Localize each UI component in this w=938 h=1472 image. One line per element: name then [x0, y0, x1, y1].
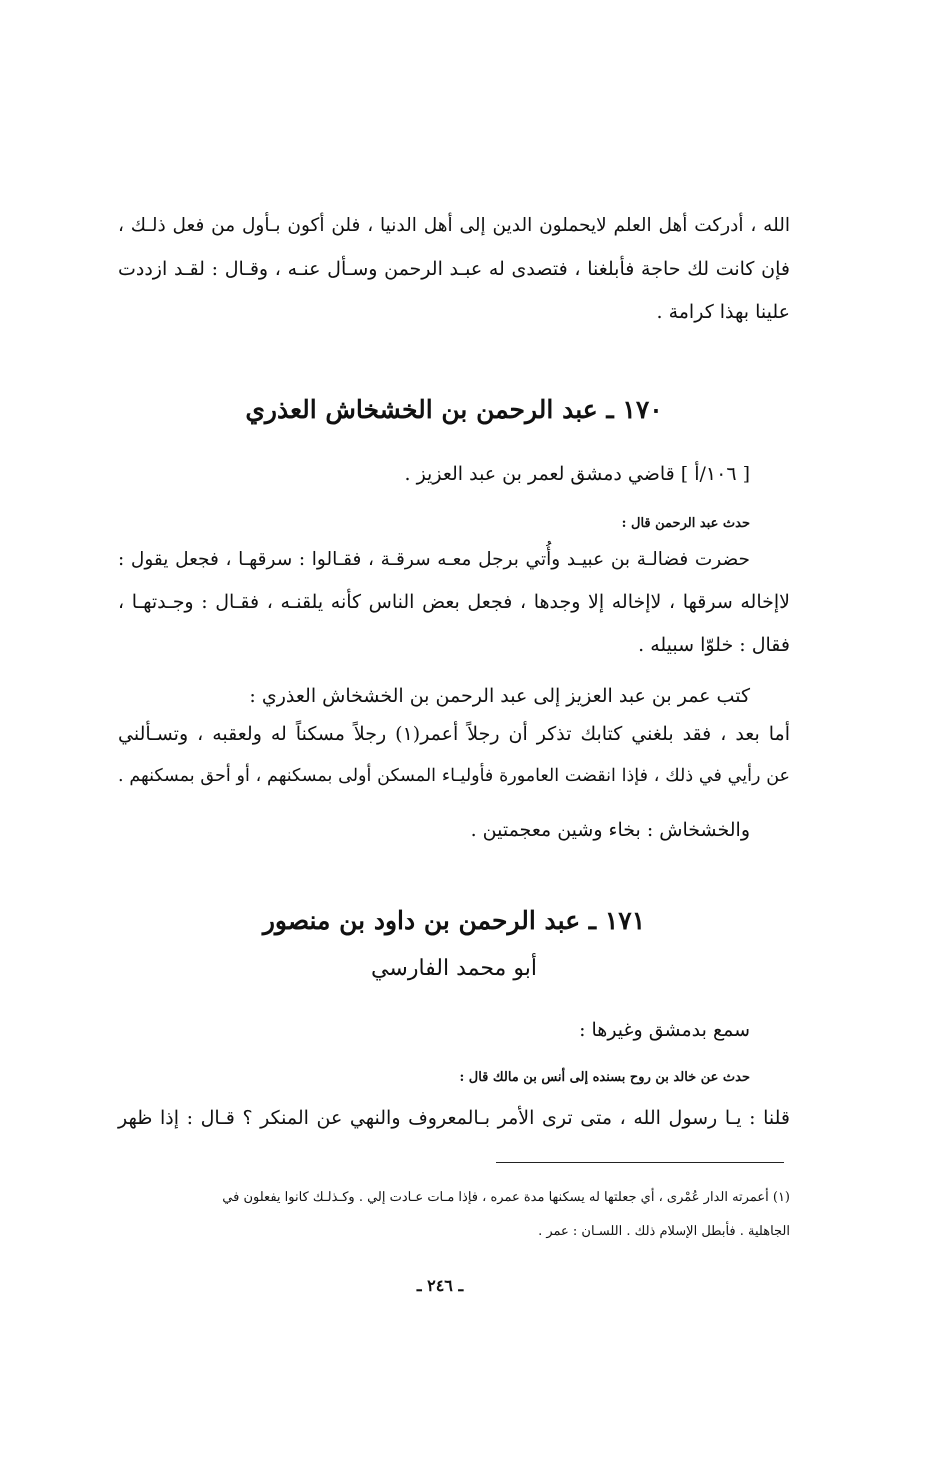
section-note: والخشخاش : بخاء وشين معجمتين .: [470, 819, 750, 841]
section-heading: ١٧١ ـ عبد الرحمن بن داود بن منصور: [262, 906, 646, 935]
isnad-line: حدث عبد الرحمن قال :: [621, 516, 750, 531]
isnad-line: حدث عن خالد بن روح بسنده إلى أنس بن مالك قال :: [459, 1070, 750, 1085]
section-intro: [ ١٠٦/أ ] قاضي دمشق لعمر بن عبد العزيز .: [404, 463, 750, 485]
footnote-line: الجاهلية . فأبطل الإسلام ذلك . اللسـان : عمر .: [538, 1224, 790, 1239]
section-heading: ١٧٠ ـ عبد الرحمن بن الخشخاش العذري: [245, 395, 663, 424]
body-line: الله ، أدركت أهل العلم لايحملون الدين إلى أهل الدنيا ، فلن أكون بـأول من فعل ذلـك ،: [118, 215, 790, 236]
letter-intro: كتب عمر بن عبد العزيز إلى عبد الرحمن بن الخشخاش العذري :: [249, 685, 750, 707]
body-line: حضرت فضالـة بن عبيـد وأُتي برجل معـه سرقـة ، فقـالوا : سرقهـا ، فجعل يقول :: [118, 549, 750, 570]
body-line: لاإخاله سرقها ، لاإخاله إلا وجدها ، فجعل بعض الناس كأنه يلقنـه ، فقـال : وجـدتهـا ،: [118, 591, 790, 613]
letter-line: أما بعد ، فقد بلغني كتابك تذكر أن رجلاً أعمر(١) رجلاً مسكناً له ولعقبه ، وتسـألني: [118, 723, 790, 745]
page-number: ـ ٢٤٦ ـ: [416, 1276, 464, 1295]
letter-line: عن رأيي في ذلك ، فإذا انقضت العامورة فأوليـاء المسكن أولى بمسكنهم ، أو أحق بمسكنهم .: [118, 766, 790, 786]
footnote-separator: [496, 1162, 784, 1163]
section-intro: سمع بدمشق وغيرها :: [579, 1019, 750, 1041]
body-line: قلنا : يـا رسول الله ، متى ترى الأمر بـالمعروف والنهي عن المنكر ؟ قـال : إذا ظهر: [118, 1107, 790, 1129]
body-line: فإن كانت لك حاجة فأبلغنا ، فتصدى له عبـد الرحمن وسـأل عنـه ، وقـال : لقـد ازددت: [118, 258, 790, 280]
body-line: فقال : خلوّا سبيله .: [638, 634, 790, 656]
body-line: علينا بهذا كرامة .: [656, 301, 790, 323]
footnote-line: (١) أعمرته الدار عُمْرى ، أي جعلتها له يسكنها مدة عمره ، فإذا مـات عـادت إلي . وكـذلـك كانوا يفعلون في: [222, 1190, 790, 1205]
section-subheading: أبو محمد الفارسي: [371, 956, 537, 981]
